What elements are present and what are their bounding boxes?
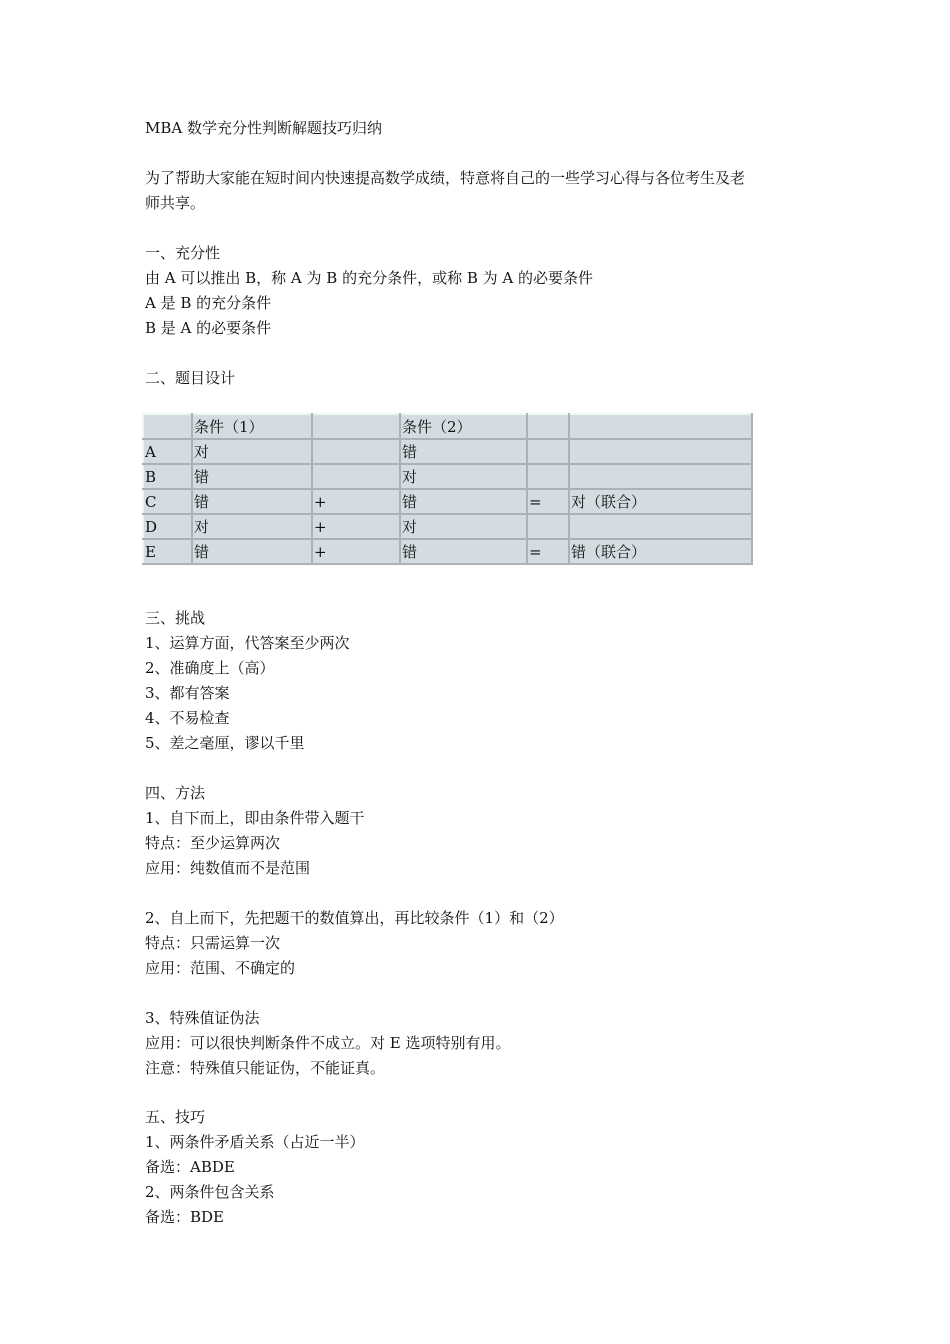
section3-line: 1、运算方面，代答案至少两次 bbox=[145, 634, 350, 652]
table-cell bbox=[569, 439, 752, 464]
table-cell: 条件（2） bbox=[400, 414, 527, 439]
table-cell: = bbox=[527, 539, 569, 564]
section3-heading: 三、挑战 bbox=[145, 609, 206, 627]
intro-line-1: 为了帮助大家能在短时间内快速提高数学成绩，特意将自己的一些学习心得与各位考生及老 bbox=[145, 169, 746, 187]
table-cell: 对 bbox=[192, 439, 312, 464]
section5-line: 1、两条件矛盾关系（占近一半） bbox=[145, 1133, 365, 1151]
table-cell: 对（联合） bbox=[569, 489, 752, 514]
table-cell bbox=[312, 414, 400, 439]
section1-line: A 是 B 的充分条件 bbox=[145, 294, 272, 312]
table-cell: 错 bbox=[400, 489, 527, 514]
table-row bbox=[143, 514, 752, 539]
table-cell: 错 bbox=[192, 539, 312, 564]
table-cell bbox=[569, 464, 752, 489]
table-cell: 错 bbox=[400, 439, 527, 464]
table-row bbox=[143, 539, 752, 564]
table-cell: A bbox=[143, 439, 192, 464]
section3-line: 4、不易检查 bbox=[145, 709, 230, 727]
section3-line: 3、都有答案 bbox=[145, 684, 230, 702]
method3-line: 3、特殊值证伪法 bbox=[145, 1009, 260, 1027]
table-row bbox=[143, 464, 752, 489]
table-cell bbox=[312, 464, 400, 489]
table-cell: 错 bbox=[192, 464, 312, 489]
section1-line: 由 A 可以推出 B，称 A 为 B 的充分条件，或称 B 为 A 的必要条件 bbox=[145, 269, 594, 287]
section2-heading: 二、题目设计 bbox=[145, 369, 236, 387]
intro-line-2: 师共享。 bbox=[145, 194, 206, 212]
table-cell: 对 bbox=[192, 514, 312, 539]
table-cell bbox=[527, 514, 569, 539]
table-cell: 对 bbox=[400, 514, 527, 539]
method3-line: 注意：特殊值只能证伪，不能证真。 bbox=[145, 1059, 386, 1077]
section5-line: 2、两条件包含关系 bbox=[145, 1183, 275, 1201]
table-cell bbox=[569, 514, 752, 539]
table-cell bbox=[527, 439, 569, 464]
method3-line: 应用：可以很快判断条件不成立。对 E 选项特别有用。 bbox=[145, 1034, 511, 1052]
table-cell: 错 bbox=[192, 489, 312, 514]
section5-line: 备选：BDE bbox=[145, 1208, 224, 1226]
section1-line: B 是 A 的必要条件 bbox=[145, 319, 272, 337]
section3-line: 2、准确度上（高） bbox=[145, 659, 275, 677]
document-title: MBA 数学充分性判断解题技巧归纳 bbox=[145, 119, 382, 137]
table-cell bbox=[143, 414, 192, 439]
table-cell: 条件（1） bbox=[192, 414, 312, 439]
table-cell: 错（联合） bbox=[569, 539, 752, 564]
method1-line: 应用：纯数值而不是范围 bbox=[145, 859, 311, 877]
table-row bbox=[143, 439, 752, 464]
section4-heading: 四、方法 bbox=[145, 784, 206, 802]
table-cell: C bbox=[143, 489, 192, 514]
table-row bbox=[143, 414, 752, 439]
method1-line: 特点：至少运算两次 bbox=[145, 834, 281, 852]
table-row bbox=[143, 489, 752, 514]
table-cell: B bbox=[143, 464, 192, 489]
section3-line: 5、差之毫厘，谬以千里 bbox=[145, 734, 305, 752]
section5-line: 备选：ABDE bbox=[145, 1158, 235, 1176]
method2-line: 2、自上而下，先把题干的数值算出，再比较条件（1）和（2） bbox=[145, 909, 564, 927]
table-cell: + bbox=[312, 539, 400, 564]
table-cell: E bbox=[143, 539, 192, 564]
table-cell bbox=[527, 464, 569, 489]
table-cell bbox=[527, 414, 569, 439]
section5-heading: 五、技巧 bbox=[145, 1108, 206, 1126]
table-cell: 对 bbox=[400, 464, 527, 489]
method1-line: 1、自下而上，即由条件带入题干 bbox=[145, 809, 365, 827]
table-cell bbox=[569, 414, 752, 439]
table-cell: = bbox=[527, 489, 569, 514]
table-cell: D bbox=[143, 514, 192, 539]
method2-line: 应用：范围、不确定的 bbox=[145, 959, 296, 977]
section1-heading: 一、充分性 bbox=[145, 244, 221, 262]
table-cell bbox=[312, 439, 400, 464]
table-cell: + bbox=[312, 489, 400, 514]
method2-line: 特点：只需运算一次 bbox=[145, 934, 281, 952]
table-cell: + bbox=[312, 514, 400, 539]
table-cell: 错 bbox=[400, 539, 527, 564]
condition-table bbox=[142, 413, 753, 565]
